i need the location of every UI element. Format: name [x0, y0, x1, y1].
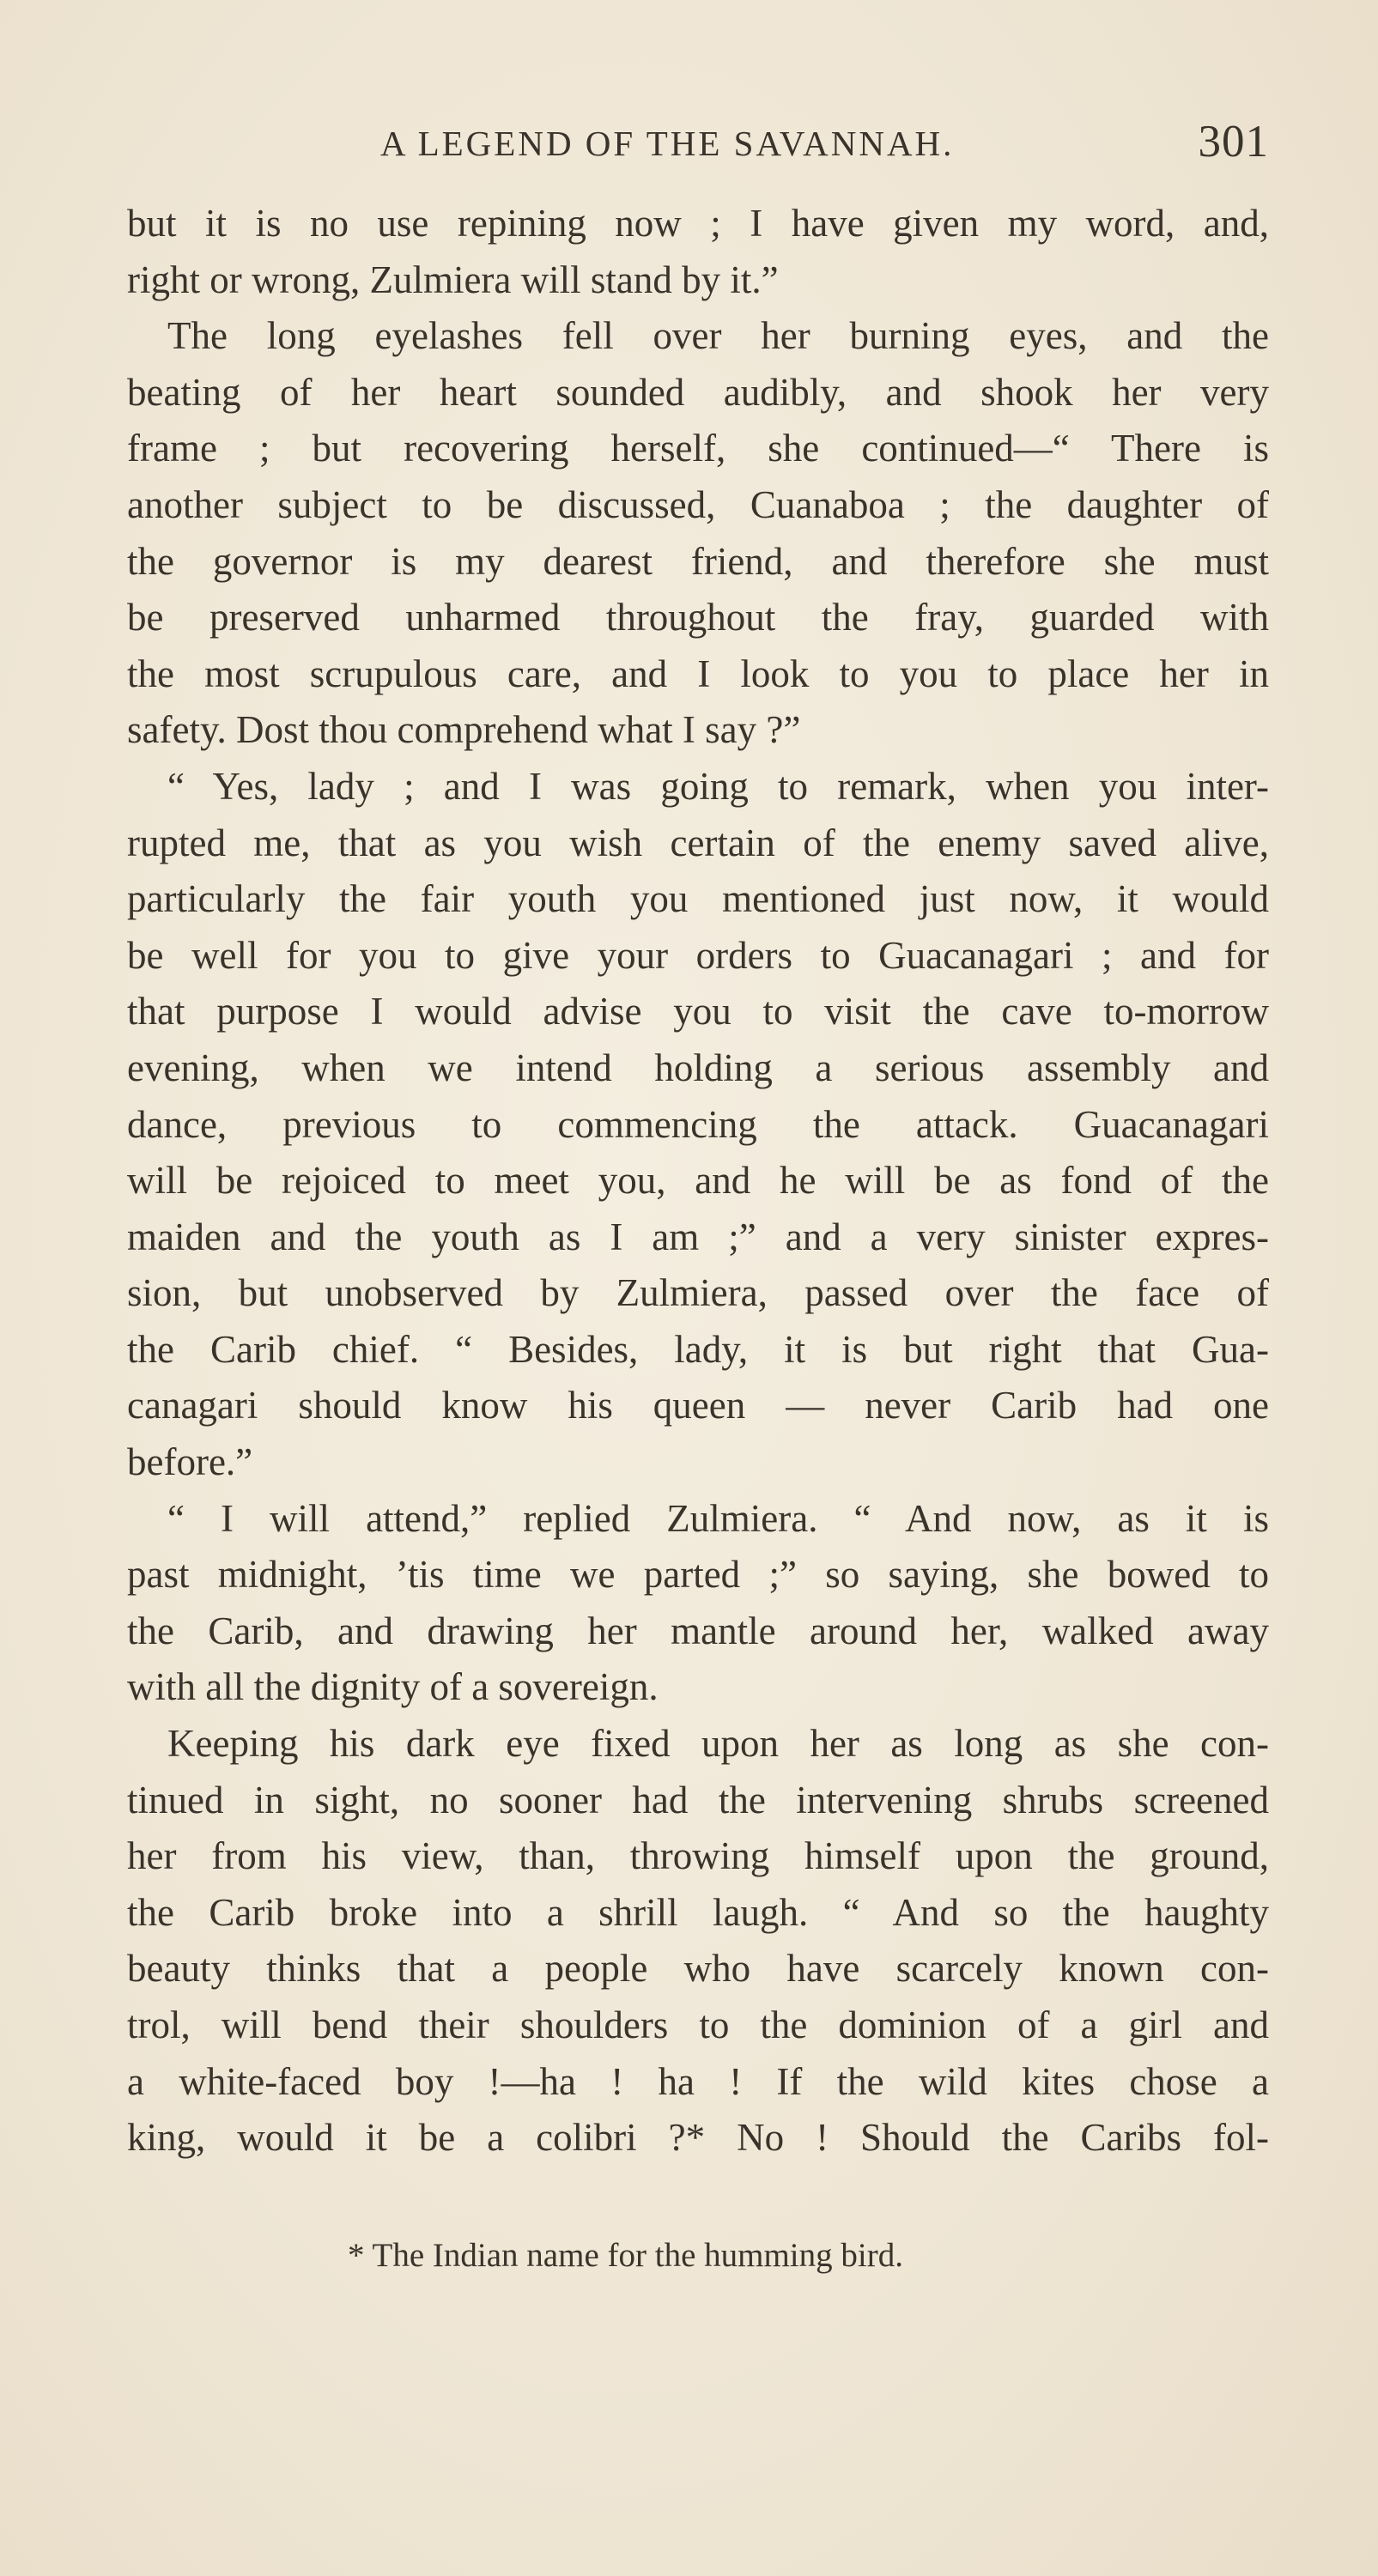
text-line: maiden and the youth as I am ;” and a very sinister expres-: [127, 1215, 1269, 1258]
page-header: [127, 116, 1269, 167]
text-line: sion, but unobserved by Zulmiera, passed over the face of: [127, 1271, 1269, 1315]
text-line: tinued in sight, no sooner had the intervening shrubs screened: [127, 1778, 1269, 1821]
text-line: the most scrupulous care, and I look to you to place her in: [127, 652, 1269, 695]
text-line: a white-faced boy !—ha ! ha ! If the wild kites chose a: [127, 2059, 1269, 2103]
text-line: king, would it be a colibri ?* No ! Should the Caribs fol-: [127, 2116, 1269, 2160]
text-line: canagari should know his queen — never Carib had one: [127, 1384, 1269, 1427]
text-line: right or wrong, Zulmiera will stand by it.”: [127, 258, 779, 301]
text-line: that purpose I would advise you to visit the cave to-morrow: [127, 990, 1269, 1033]
text-line: “ Yes, lady ; and I was going to remark, when you inter-: [167, 764, 1269, 808]
text-line: the Carib, and drawing her mantle around her, walked away: [127, 1609, 1269, 1652]
text-line: “ I will attend,” replied Zulmiera. “ And now, as it is: [167, 1496, 1269, 1540]
text-line: with all the dignity of a sovereign.: [127, 1665, 659, 1709]
text-line: be well for you to give your orders to Guacanagari ; and for: [127, 933, 1269, 977]
body-text: [127, 196, 1269, 2167]
text-line: particularly the fair youth you mentioned just now, it would: [127, 877, 1269, 921]
text-line: frame ; but recovering herself, she continued—“ There is: [127, 427, 1269, 470]
text-line: rupted me, that as you wish certain of the enemy saved alive,: [127, 821, 1269, 864]
page-number: 301: [1198, 117, 1269, 167]
text-line: beating of her heart sounded audibly, and shook her very: [127, 370, 1269, 414]
text-line: be preserved unharmed throughout the fray, guarded with: [127, 596, 1269, 639]
footnote: * The Indian name for the humming bird.: [348, 2237, 903, 2274]
text-line: evening, when we intend holding a serious assembly and: [127, 1046, 1269, 1089]
text-line: but it is no use repining now ; I have given my word, and,: [127, 202, 1269, 245]
text-line: trol, will bend their shoulders to the dominion of a girl and: [127, 2003, 1269, 2046]
text-line: Keeping his dark eye fixed upon her as long as she con-: [167, 1722, 1269, 1766]
text-line: dance, previous to commencing the attack. Guacanagari: [127, 1102, 1269, 1146]
text-line: safety. Dost thou comprehend what I say ?”: [127, 708, 801, 752]
text-line: the Carib chief. “ Besides, lady, it is but right that Gua-: [127, 1327, 1269, 1371]
text-line: will be rejoiced to meet you, and he will be as fond of the: [127, 1159, 1269, 1203]
text-line: the governor is my dearest friend, and therefore she must: [127, 539, 1269, 583]
running-head: A LEGEND OF THE SAVANNAH.: [380, 124, 955, 163]
text-line: the Carib broke into a shrill laugh. “ And so the haughty: [127, 1890, 1269, 1934]
text-line: another subject to be discussed, Cuanaboa ; the daughter of: [127, 482, 1269, 526]
text-line: past midnight, ’tis time we parted ;” so saying, she bowed to: [127, 1553, 1269, 1597]
text-line: The long eyelashes fell over her burning eyes, and the: [167, 314, 1269, 358]
text-line: her from his view, than, throwing himself upon the ground,: [127, 1834, 1269, 1878]
text-line: beauty thinks that a people who have scarcely known con-: [127, 1947, 1269, 1991]
text-line: before.”: [127, 1440, 253, 1484]
